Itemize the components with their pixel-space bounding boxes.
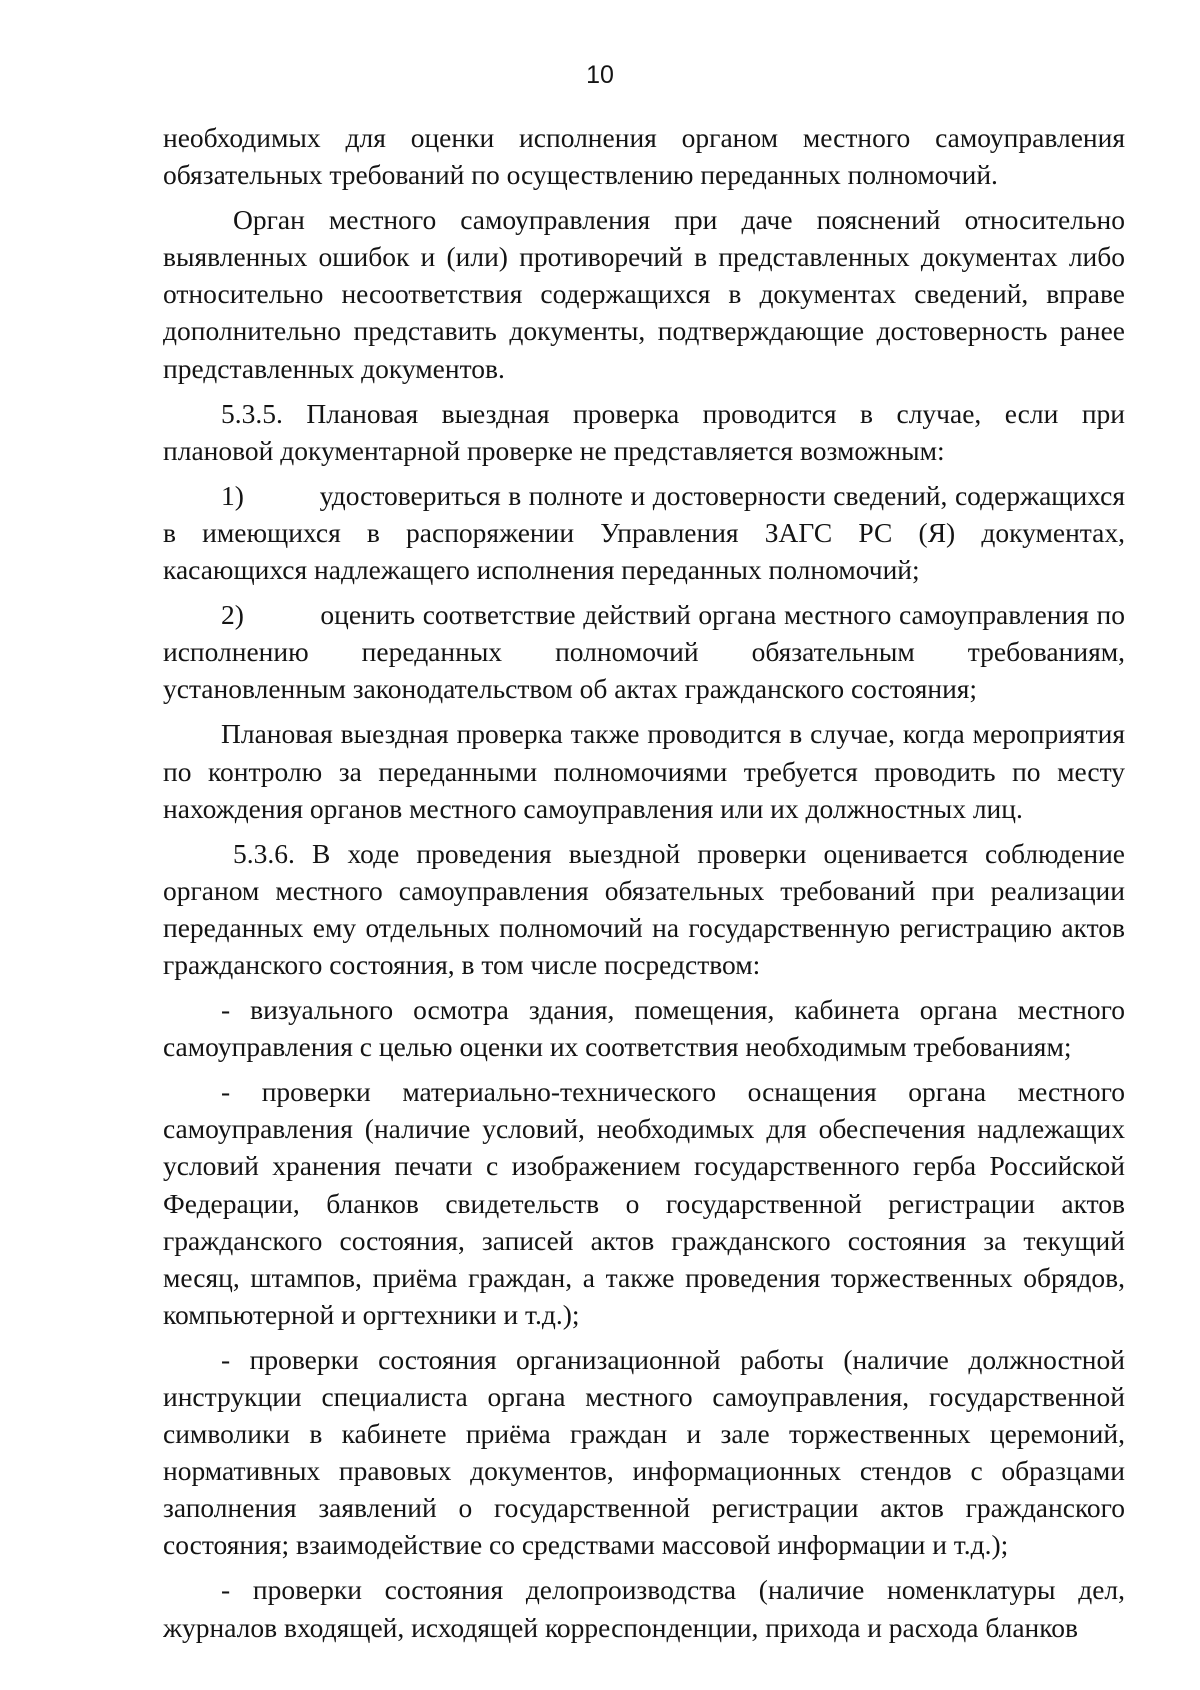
text-line: исполнению переданных полномочий обязательным требованиям, — [163, 636, 1125, 668]
text-line: необходимых для оценки исполнения органом местного самоуправления — [163, 122, 1125, 153]
text-line: компьютерной и оргтехники и т.д.); — [163, 1298, 580, 1330]
text-line: переданных ему отдельных полномочий на государственную регистрацию актов — [163, 911, 1125, 943]
text-line: нахождения органов местного самоуправления или их должностных лиц. — [163, 792, 1023, 824]
text-line: гражданского состояния, в том числе посредством: — [163, 948, 761, 980]
paragraph-p3 — [163, 395, 1125, 469]
text-line: органом местного самоуправления обязательных требований при реализации — [163, 874, 1125, 906]
paragraph-p1 — [163, 119, 1125, 193]
text-line: заполнения заявлений о государственной регистрации актов гражданского — [163, 1492, 1125, 1524]
text-line: символики в кабинете приёма граждан и зале торжественных церемоний, — [163, 1418, 1125, 1450]
text-line: относительно несоответствия содержащихся в документах сведений, вправе — [163, 278, 1125, 310]
text-line: дополнительно представить документы, подтверждающие достоверность ранее — [163, 315, 1125, 347]
paragraph-p5 — [163, 596, 1125, 707]
text-line: состояния; взаимодействие со средствами массовой информации и т.д.); — [163, 1529, 1009, 1561]
document-body — [163, 119, 1125, 1646]
text-line: самоуправления (наличие условий, необходимых для обеспечения надлежащих — [163, 1113, 1125, 1145]
text-line: Орган местного самоуправления при даче пояснений относительно — [233, 204, 1125, 236]
paragraph-p11 — [163, 1571, 1125, 1645]
text-line: инструкции специалиста органа местного самоуправления, государственной — [163, 1381, 1125, 1412]
text-line: плановой документарной проверке не представляется возможным: — [163, 434, 945, 466]
text-line: нормативных правовых документов, информационных стендов с образцами — [163, 1455, 1125, 1487]
text-line: месяц, штампов, приёма граждан, а также проведения торжественных обрядов, — [163, 1261, 1125, 1293]
paragraph-p8 — [163, 991, 1125, 1065]
text-line: журналов входящей, исходящей корреспонденции, прихода и расхода бланков — [163, 1611, 1078, 1643]
text-line: - проверки состояния делопроизводства (наличие номенклатуры дел, — [221, 1574, 1125, 1606]
text-line: установленным законодательством об актах гражданского состояния; — [163, 673, 978, 705]
text-line: самоуправления с целью оценки их соответствия необходимым требованиям; — [163, 1031, 1072, 1063]
text-line: касающихся надлежащего исполнения переданных полномочий; — [163, 554, 920, 586]
text-line: 2) оценить соответствие действий органа местного самоуправления по — [221, 599, 1125, 631]
text-line: Плановая выездная проверка также проводится в случае, когда мероприятия — [221, 718, 1125, 750]
page-number: 10 — [586, 61, 614, 89]
paragraph-p2 — [163, 201, 1125, 386]
paragraph-p7 — [163, 835, 1125, 983]
text-line: выявленных ошибок и (или) противоречий в представленных документах либо — [163, 241, 1125, 273]
text-line: Федерации, бланков свидетельств о государственной регистрации актов — [163, 1187, 1125, 1219]
text-line: обязательных требований по осуществлению переданных полномочий. — [163, 159, 998, 191]
text-line: 1) удостовериться в полноте и достоверности сведений, содержащихся — [221, 479, 1125, 511]
text-line: представленных документов. — [163, 352, 505, 384]
text-line: - визуального осмотра здания, помещения, кабинета органа местного — [221, 994, 1125, 1026]
text-line: в имеющихся в распоряжении Управления ЗАГС РС (Я) документах, — [163, 516, 1125, 548]
paragraph-p4 — [163, 477, 1125, 588]
text-line: - проверки материально-технического оснащения органа местного — [221, 1076, 1125, 1108]
text-line: по контролю за переданными полномочиями требуется проводить по месту — [163, 755, 1125, 787]
text-line: - проверки состояния организационной работы (наличие должностной — [221, 1343, 1125, 1375]
text-line: 5.3.5. Плановая выездная проверка проводится в случае, если при — [221, 397, 1125, 429]
text-line: 5.3.6. В ходе проведения выездной проверки оценивается соблюдение — [233, 837, 1125, 869]
paragraph-p6 — [163, 715, 1125, 826]
paragraph-p10 — [163, 1341, 1125, 1564]
text-line: условий хранения печати с изображением государственного герба Российской — [163, 1150, 1125, 1182]
text-line: гражданского состояния, записей актов гражданского состояния за текущий — [163, 1224, 1125, 1256]
paragraph-p9 — [163, 1073, 1125, 1333]
